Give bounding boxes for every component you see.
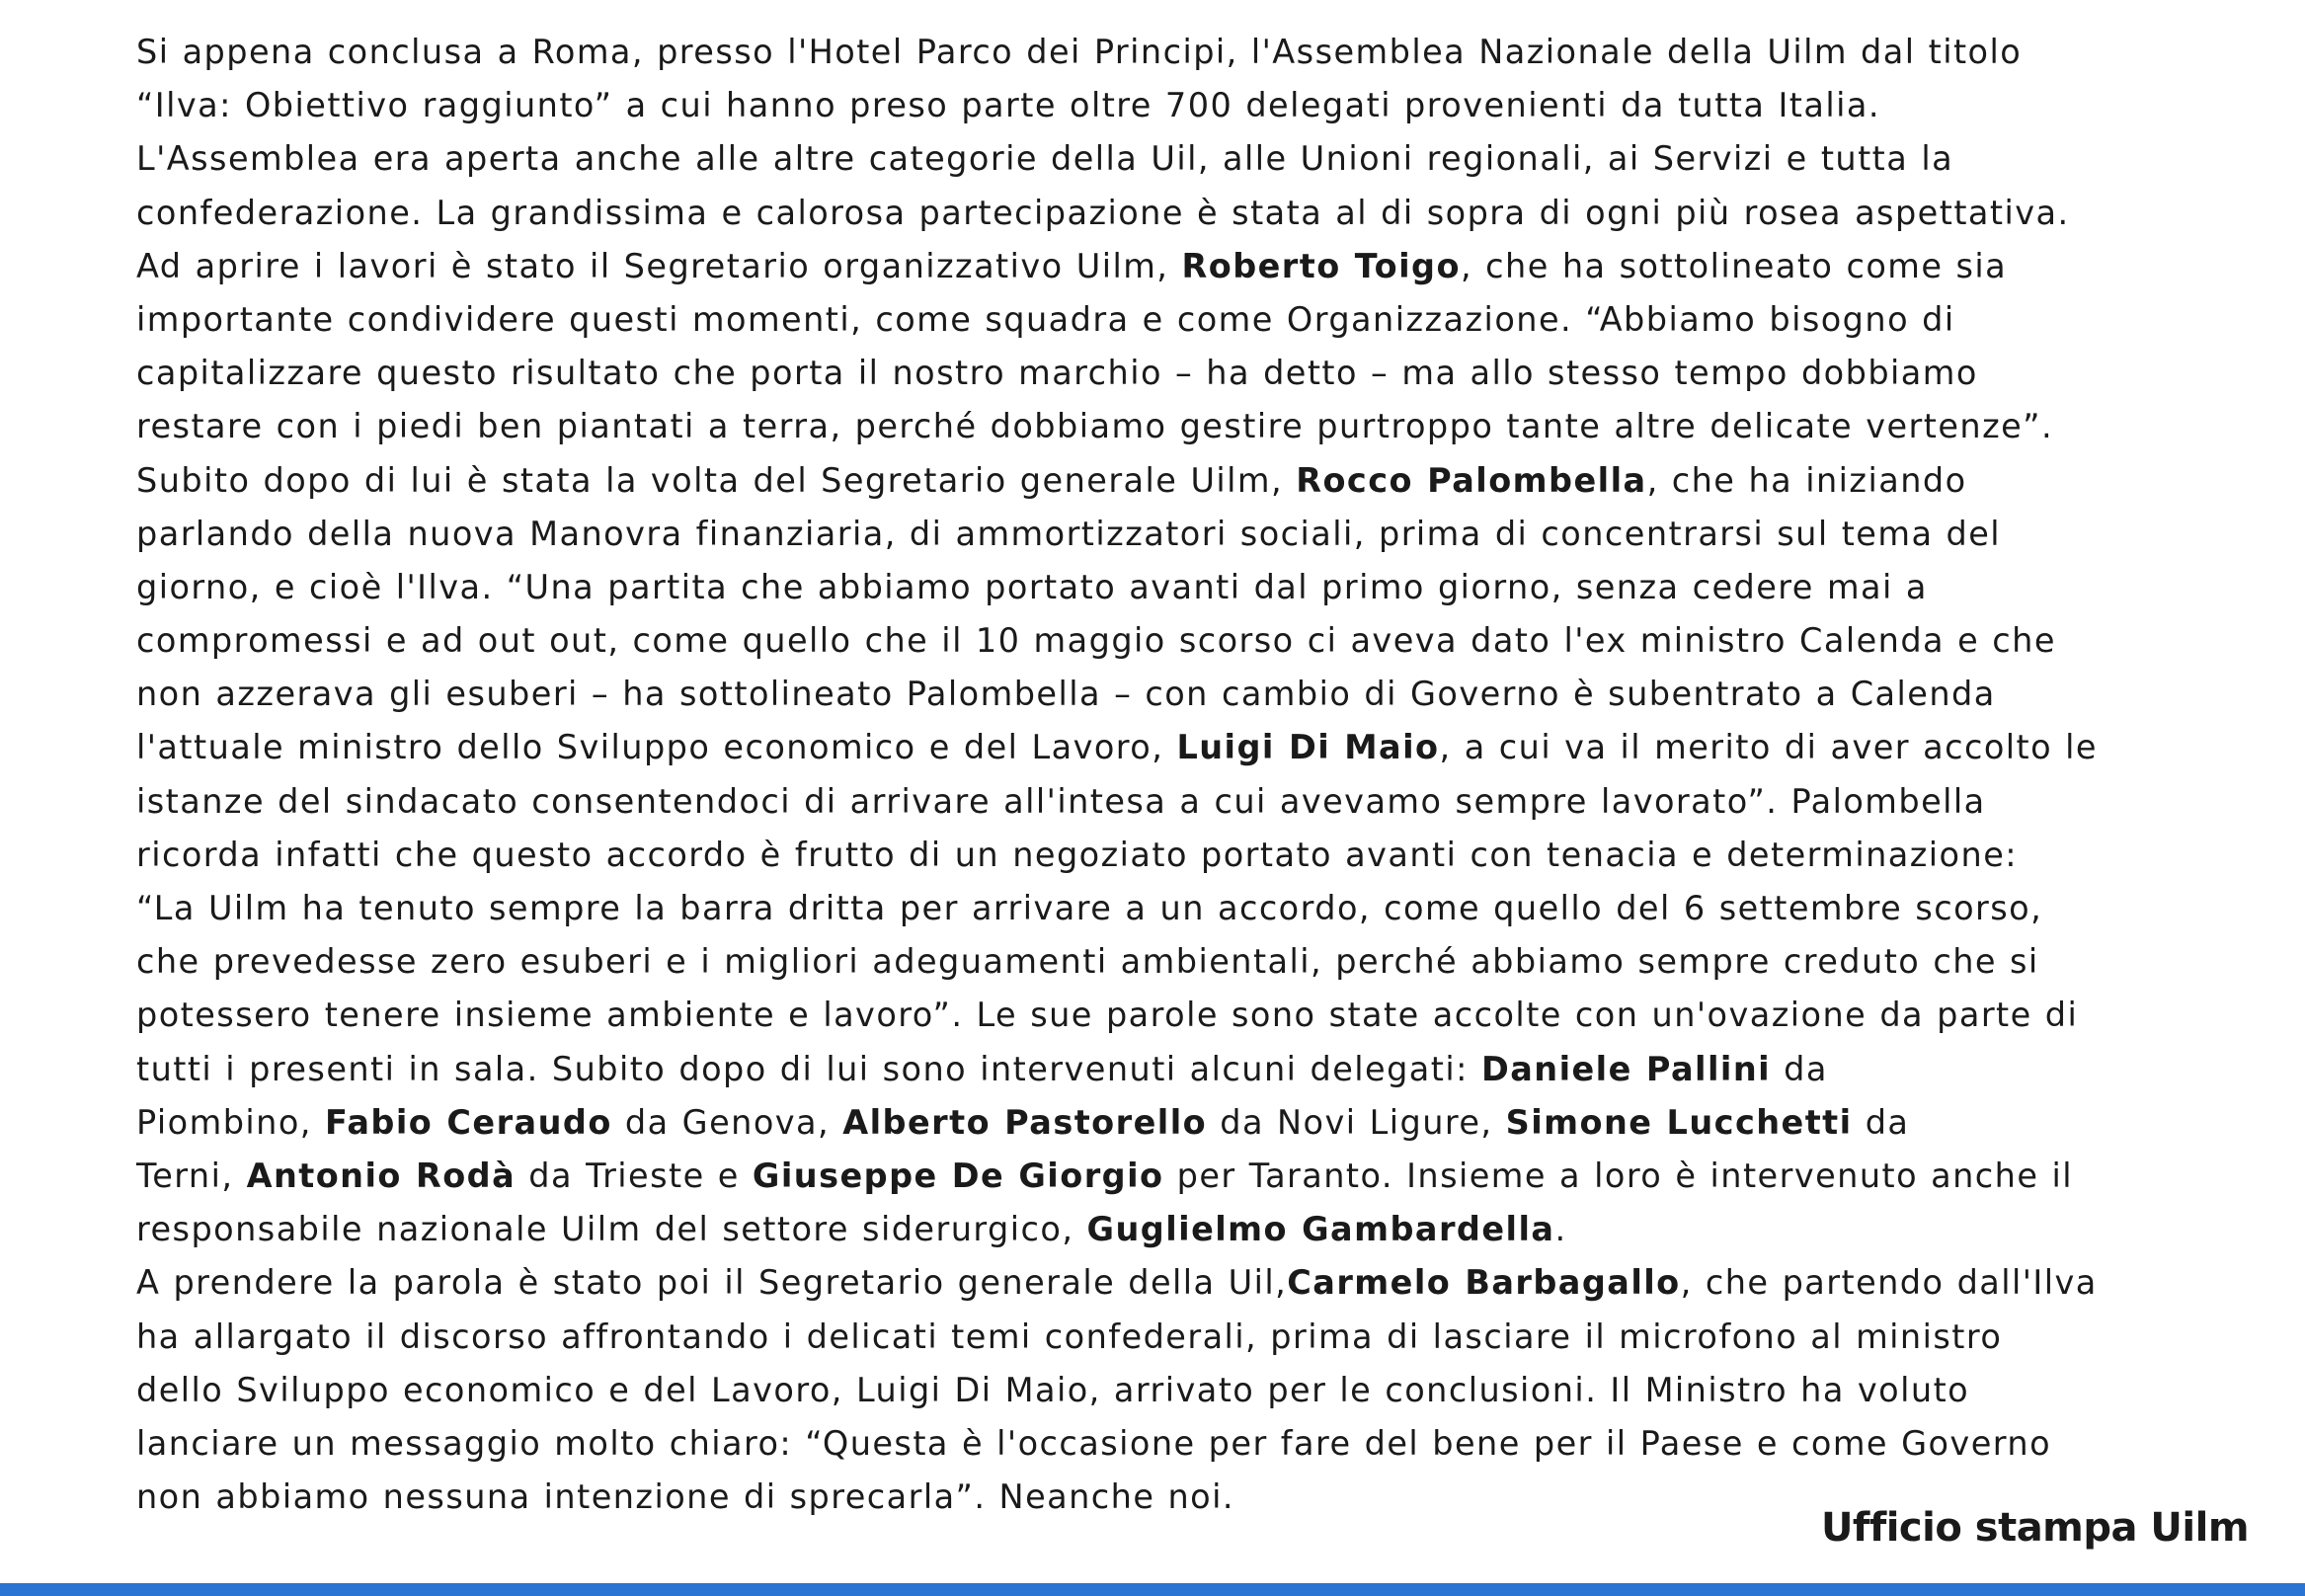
signature: Ufficio stampa Uilm	[1820, 1505, 2249, 1551]
text-run: potessero tenere insieme ambiente e lavoro”. Le sue parole sono state accolte con un'ovazione da parte di	[136, 996, 2079, 1035]
text-line	[136, 829, 2250, 882]
text-run: l'attuale ministro dello Sviluppo economico e del Lavoro,	[136, 728, 1177, 767]
bold-name: Fabio Ceraudo	[325, 1102, 612, 1142]
text-run: da Genova,	[611, 1102, 843, 1142]
text-run: “Ilva: Obiettivo raggiunto” a cui hanno preso parte oltre 700 delegati provenienti da tutta Italia.	[136, 86, 1880, 125]
bold-name: Guglielmo Gambardella	[1086, 1210, 1555, 1249]
text-run: confederazione. La grandissima e calorosa partecipazione è stata al di sopra di ogni più rosea aspettativa.	[136, 193, 2070, 232]
text-run: da Trieste e	[516, 1156, 753, 1195]
text-line	[136, 668, 2250, 721]
text-line	[136, 1096, 2250, 1150]
text-line	[136, 882, 2250, 935]
text-line	[136, 132, 2250, 186]
bold-name: Roberto Toigo	[1181, 246, 1461, 285]
text-run: Terni,	[136, 1156, 247, 1195]
footer-bar	[0, 1583, 2305, 1596]
text-run: A prendere la parola è stato poi il Segretario generale della Uil,	[136, 1263, 1288, 1303]
text-line	[136, 614, 2250, 668]
text-line	[136, 400, 2250, 453]
text-run: istanze del sindacato consentendoci di arrivare all'intesa a cui avevamo sempre lavorato”. Palombella	[136, 781, 1986, 821]
article-body	[136, 26, 2250, 1524]
text-run: tutti i presenti in sala. Subito dopo di lui sono intervenuti alcuni delegati:	[136, 1049, 1481, 1088]
text-line	[136, 1417, 2250, 1471]
text-run: non abbiamo nessuna intenzione di sprecarla”. Neanche noi.	[136, 1477, 1234, 1517]
text-run: che prevedesse zero esuberi e i migliori adeguamenti ambientali, perché abbiamo sempre creduto che si	[136, 942, 2039, 982]
text-line	[136, 1256, 2250, 1310]
text-line	[136, 1203, 2250, 1256]
text-run: lanciare un messaggio molto chiaro: “Questa è l'occasione per fare del bene per il Paese e come Governo	[136, 1423, 2052, 1463]
bold-name: Luigi Di Maio	[1176, 728, 1440, 767]
text-line	[136, 775, 2250, 829]
text-line	[136, 1311, 2250, 1364]
text-line	[136, 26, 2250, 79]
text-line	[136, 508, 2250, 561]
text-run: ricorda infatti che questo accordo è frutto di un negoziato portato avanti con tenacia e determinazione:	[136, 835, 2018, 874]
text-line	[136, 454, 2250, 508]
text-run: per Taranto. Insieme a loro è intervenuto anche il	[1163, 1156, 2074, 1195]
text-run: da	[1771, 1049, 1828, 1088]
text-run: giorno, e cioè l'Ilva. “Una partita che abbiamo portato avanti dal primo giorno, senza cedere mai a	[136, 567, 1928, 606]
text-line	[136, 187, 2250, 240]
bold-name: Carmelo Barbagallo	[1287, 1263, 1681, 1303]
text-line	[136, 561, 2250, 614]
bold-name: Daniele Pallini	[1480, 1049, 1772, 1088]
text-line	[136, 79, 2250, 132]
text-run: , che partendo dall'Ilva	[1680, 1263, 2098, 1303]
bold-name: Antonio Rodà	[246, 1156, 517, 1195]
text-run: Si appena conclusa a Roma, presso l'Hotel Parco dei Principi, l'Assemblea Nazionale della Uilm dal titolo	[136, 33, 2023, 71]
text-line	[136, 293, 2250, 347]
text-run: , che ha iniziando	[1646, 460, 1967, 500]
text-run: “La Uilm ha tenuto sempre la barra dritta per arrivare a un accordo, come quello del 6 settembre scorso,	[136, 889, 2043, 927]
text-run: , che ha sottolineato come sia	[1460, 246, 2008, 285]
bold-name: Rocco Palombella	[1296, 460, 1647, 500]
text-run: parlando della nuova Manovra finanziaria, di ammortizzatori sociali, prima di concentrarsi sul tema del	[136, 514, 2002, 553]
text-run: ha allargato il discorso affrontando i delicati temi confederali, prima di lasciare il microfono al ministro	[136, 1317, 2003, 1356]
text-run: Subito dopo di lui è stata la volta del Segretario generale Uilm,	[136, 460, 1297, 500]
text-run: Piombino,	[136, 1102, 325, 1142]
text-run: capitalizzare questo risultato che porta il nostro marchio – ha detto – ma allo stesso tempo dobbiamo	[136, 354, 1978, 393]
text-run: importante condividere questi momenti, come squadra e come Organizzazione. “Abbiamo bisogno di	[136, 299, 1955, 339]
text-run: responsabile nazionale Uilm del settore siderurgico,	[136, 1210, 1087, 1249]
text-run: non azzerava gli esuberi – ha sottolineato Palombella – con cambio di Governo è subentrato a Calenda	[136, 675, 1996, 714]
text-run: .	[1554, 1210, 1567, 1249]
text-line	[136, 989, 2250, 1042]
text-run: Ad aprire i lavori è stato il Segretario organizzativo Uilm,	[136, 246, 1182, 285]
text-line	[136, 347, 2250, 400]
text-run: da Novi Ligure,	[1207, 1102, 1506, 1142]
text-run: da	[1852, 1102, 1910, 1142]
text-run: L'Assemblea era aperta anche alle altre categorie della Uil, alle Unioni regionali, ai Servizi e tutta la	[136, 139, 1954, 179]
bold-name: Giuseppe De Giorgio	[752, 1156, 1164, 1195]
text-run: compromessi e ad out out, come quello che il 10 maggio scorso ci aveva dato l'ex ministro Calenda e che	[136, 621, 2056, 661]
text-line	[136, 1043, 2250, 1096]
text-run: restare con i piedi ben piantati a terra, perché dobbiamo gestire purtroppo tante altre delicate vertenze”.	[136, 407, 2054, 446]
text-line	[136, 240, 2250, 293]
text-line	[136, 935, 2250, 989]
text-line	[136, 1364, 2250, 1417]
text-line	[136, 721, 2250, 774]
bold-name: Alberto Pastorello	[842, 1102, 1208, 1142]
text-run: , a cui va il merito di aver accolto le	[1439, 728, 2098, 767]
text-run: dello Sviluppo economico e del Lavoro, Luigi Di Maio, arrivato per le conclusioni. Il Ministro ha voluto	[136, 1370, 1970, 1409]
bold-name: Simone Lucchetti	[1505, 1102, 1853, 1142]
text-line	[136, 1150, 2250, 1203]
